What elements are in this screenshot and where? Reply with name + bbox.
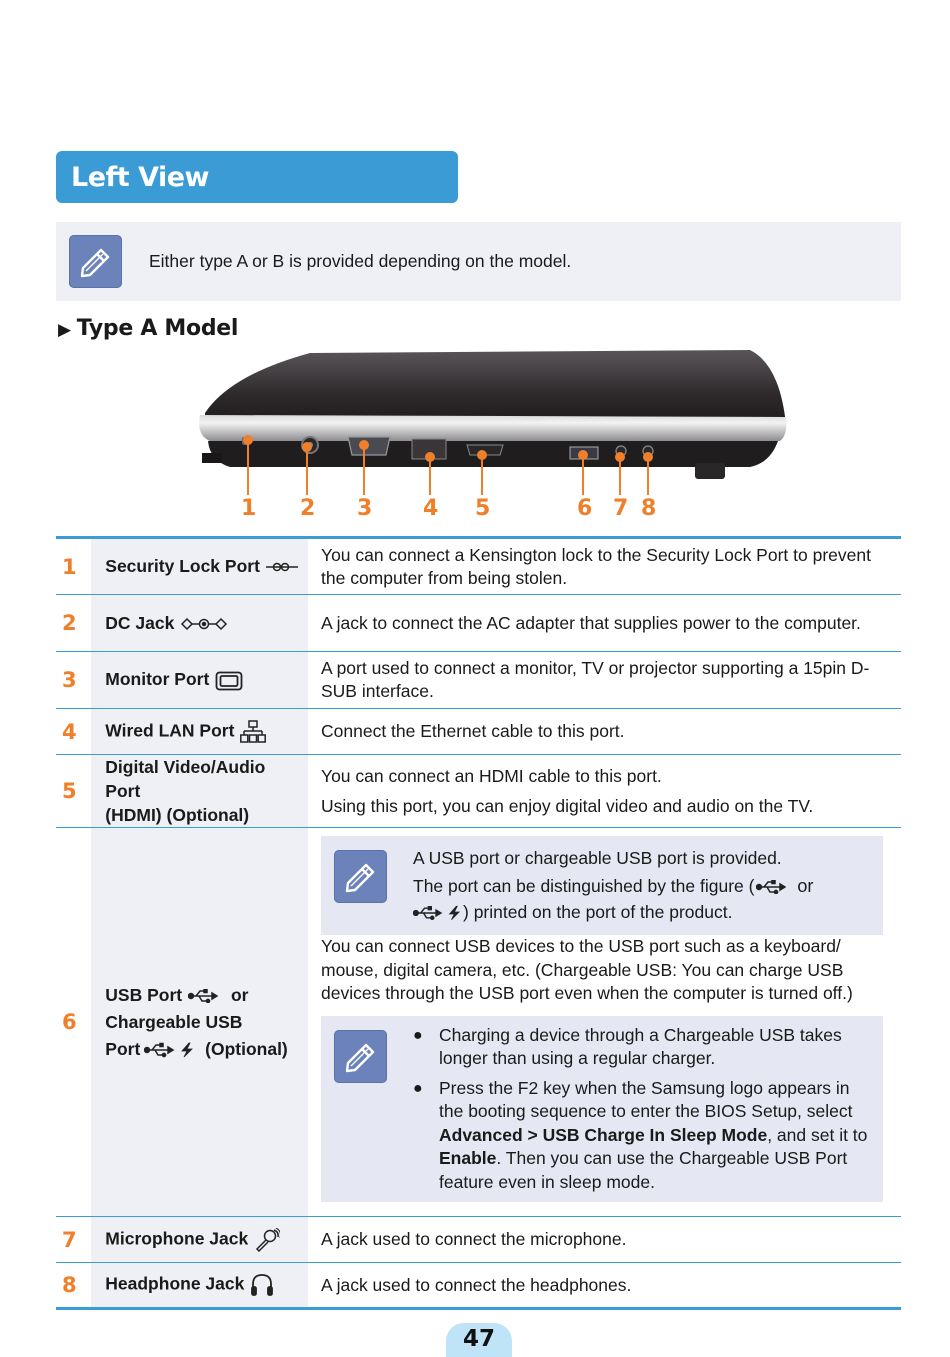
optional-text: (Optional) [205, 1038, 288, 1059]
chargeable-usb-note [321, 1016, 883, 1202]
kensington-lock-icon [266, 561, 298, 573]
port-description: You can connect USB devices to the USB port such as a keyboard/ mouse, digital camera, etc. (Chargeable USB: You can charge USB devices through the USB port even when the computer is turned off.) [321, 936, 853, 1003]
section-title-bar [56, 151, 458, 203]
port-name: Digital Video/Audio Port [105, 757, 266, 801]
bullet-icon: ● [413, 1026, 423, 1044]
port-name: Monitor Port [105, 669, 210, 690]
callout-number: 4 [423, 496, 439, 521]
note-text: ) printed on the port of the product. [463, 902, 733, 922]
dc-jack-icon [180, 617, 228, 631]
table-row [56, 1263, 901, 1309]
callout-number: 3 [357, 496, 373, 521]
table-row [56, 538, 901, 595]
table-row [56, 828, 901, 1217]
port-name: Headphone Jack [105, 1273, 245, 1294]
usb-icon [188, 989, 218, 1003]
table-row [56, 652, 901, 709]
page-number-tab [446, 1323, 512, 1357]
bullet-text: Charging a device through a Chargeable USB takes longer than using a regular charger. [439, 1024, 842, 1068]
table-row [56, 755, 901, 828]
top-note [56, 222, 901, 301]
note-text: A USB port or chargeable USB port is provided. [413, 848, 782, 868]
ports-table [56, 536, 901, 1310]
port-name: DC Jack [105, 612, 175, 633]
port-description: Using this port, you can enjoy digital video and audio on the TV. [321, 796, 814, 816]
list-item [413, 1024, 871, 1071]
row-number: 1 [56, 538, 91, 595]
row-number: 6 [56, 828, 91, 1217]
port-name-sub: (HDMI) (Optional) [105, 805, 250, 825]
callout-number: 7 [613, 496, 629, 521]
enable-option: Enable [439, 1148, 497, 1168]
row-number: 4 [56, 709, 91, 755]
note-pencil-icon [69, 235, 122, 288]
callout-number: 2 [300, 496, 316, 521]
port-description-cell [308, 828, 901, 1217]
port-description: You can connect an HDMI cable to this port. [321, 766, 662, 786]
port-name-cell [91, 595, 308, 652]
port-name-cell [91, 1217, 308, 1263]
table-row [56, 595, 901, 652]
usb-type-note [321, 836, 883, 935]
monitor-icon [215, 671, 243, 691]
bios-menu-path: Advanced > USB Charge In Sleep Mode [439, 1124, 768, 1145]
microphone-icon [254, 1228, 280, 1252]
port-description: A jack used to connect the headphones. [308, 1263, 901, 1309]
bullet-text: Press the F2 key when the Samsung logo appears in the booting sequence to enter the BIOS Setup, select [439, 1077, 853, 1121]
subheading [58, 316, 238, 341]
callout-number: 8 [641, 496, 657, 521]
page-number: 47 [462, 1326, 495, 1352]
subheading-text: Type A Model [76, 316, 239, 341]
port-name: Port [105, 1038, 141, 1059]
port-name-cell [91, 538, 308, 595]
callout-number: 5 [475, 496, 491, 521]
port-description: A jack to connect the AC adapter that supplies power to the computer. [308, 595, 901, 652]
row-number: 5 [56, 755, 91, 828]
port-name-cell [91, 828, 308, 1217]
section-title: Left View [71, 162, 210, 193]
port-description: A jack used to connect the microphone. [308, 1217, 901, 1263]
callout-number: 1 [241, 496, 257, 521]
headphone-icon [250, 1273, 274, 1297]
row-number: 2 [56, 595, 91, 652]
port-description-cell [308, 755, 901, 828]
note-pencil-icon [334, 1030, 387, 1083]
port-name: Security Lock Port [105, 556, 260, 576]
bullet-icon: ● [413, 1079, 423, 1097]
port-name-cell [91, 652, 308, 709]
bullet-text: . Then you can use the Chargeable USB Port feature even in sleep mode. [439, 1148, 848, 1192]
usb-icon [756, 880, 786, 894]
row-number: 8 [56, 1263, 91, 1309]
port-name-cell [91, 1263, 308, 1309]
top-note-text: Either type A or B is provided depending on the model. [149, 251, 572, 271]
port-description: You can connect a Kensington lock to the Security Lock Port to prevent the computer from being stolen. [308, 538, 901, 595]
row-number: 3 [56, 652, 91, 709]
triangle-bullet-icon: ▶ [58, 320, 71, 340]
port-name: USB Port [105, 984, 183, 1005]
port-name: Chargeable USB [105, 1011, 243, 1032]
table-row [56, 709, 901, 755]
port-name: Wired LAN Port [105, 720, 235, 741]
table-row [56, 1217, 901, 1263]
port-name: Microphone Jack [105, 1228, 249, 1249]
callout-number: 6 [577, 496, 593, 521]
port-description: A port used to connect a monitor, TV or projector supporting a 15pin D-SUB interface. [308, 652, 901, 709]
chargeable-usb-icon [413, 905, 463, 921]
port-name-cell [91, 709, 308, 755]
note-text: or [797, 876, 814, 896]
port-description: Connect the Ethernet cable to this port. [308, 709, 901, 755]
list-item [413, 1077, 871, 1195]
or-text: or [230, 984, 249, 1005]
row-number: 7 [56, 1217, 91, 1263]
lan-icon [240, 720, 266, 744]
bullet-text: , and set it to [767, 1124, 868, 1145]
note-text: The port can be distinguished by the figure ( [413, 876, 755, 896]
port-name-cell [91, 755, 308, 828]
note-pencil-icon [334, 850, 387, 903]
chargeable-usb-icon [144, 1042, 196, 1058]
